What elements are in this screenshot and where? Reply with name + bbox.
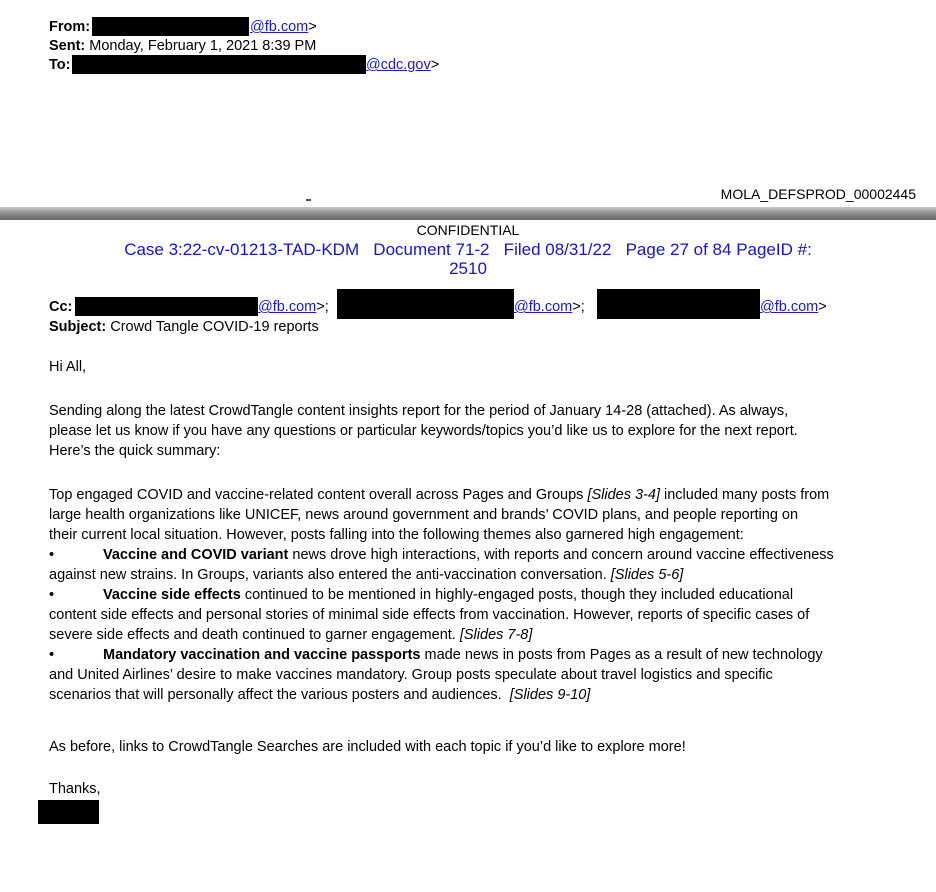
to-label: To: xyxy=(49,57,71,73)
confidential-label: CONFIDENTIAL xyxy=(416,222,520,238)
sent-label: Sent: xyxy=(49,38,86,54)
redaction-block xyxy=(75,297,258,316)
redaction-block xyxy=(92,17,249,36)
bullet-icon: • xyxy=(49,587,55,603)
to-line xyxy=(49,56,70,74)
bullet-icon: • xyxy=(49,647,55,663)
redaction-block xyxy=(72,55,366,74)
from-line xyxy=(49,18,90,36)
subject-label: Subject: xyxy=(49,319,107,335)
page-divider xyxy=(0,207,936,220)
cc-email-link-1[interactable]: @fb.com xyxy=(258,299,317,315)
case-header-line2: 2510 xyxy=(449,259,487,278)
sign-off: Thanks, xyxy=(49,781,101,797)
bullet-item-side-effects: • Vaccine side effects continued to be mentioned in highly-engaged posts, though they included educational content side effects and personal stories of minimal side effects from vaccination. However, reports of specific cases of severe side effects and death continued to garner engagement. [Slides 7-8] xyxy=(49,587,810,643)
subject-value: Crowd Tangle COVID-19 reports xyxy=(110,319,319,335)
bullet-item-mandatory: • Mandatory vaccination and vaccine passports made news in posts from Pages as a result of new technology and United Airlines’ desire to make vaccines mandatory. Group posts speculate about travel logistics and specific scenarios that will personally affect the various posters and audiences. [Slides 9-10] xyxy=(49,647,823,703)
body-paragraph-3: As before, links to CrowdTangle Searches are included with each topic if you’d like to explore more! xyxy=(49,739,686,755)
cc-email-link-3[interactable]: @fb.com xyxy=(760,299,819,315)
subject-line xyxy=(49,318,319,336)
body-paragraph-2: Top engaged COVID and vaccine-related content overall across Pages and Groups [Slides 3-4] included many posts from large health organizations like UNICEF, news around government and brands’ COVID plans, and people reporting on their current local situation. However, posts falling into the following themes also garnered high engagement: xyxy=(49,487,830,543)
case-header-line1: Case 3:22-cv-01213-TAD-KDM Document 71-2 Filed 08/31/22 Page 27 of 84 PageID #: xyxy=(124,240,812,259)
body-paragraph-1: Sending along the latest CrowdTangle content insights report for the period of January 14-28 (attached). As always, please let us know if you have any questions or particular keywords/topics you’d like us to explore for the next report. Here’s the quick summary: xyxy=(49,403,798,459)
cc-line xyxy=(49,298,72,316)
cc-email-link-2[interactable]: @fb.com xyxy=(514,299,573,315)
from-email-link[interactable]: @fb.com xyxy=(250,19,309,35)
greeting: Hi All, xyxy=(49,359,87,375)
bates-number: MOLA_DEFSPROD_00002445 xyxy=(720,186,916,202)
stray-mark xyxy=(306,199,311,201)
signature-redaction xyxy=(38,800,99,824)
redaction-block xyxy=(597,289,760,319)
cc-label: Cc: xyxy=(49,299,73,315)
sent-value: Monday, February 1, 2021 8:39 PM xyxy=(89,38,317,54)
to-email-link[interactable]: @cdc.gov xyxy=(366,57,431,73)
bullet-icon: • xyxy=(49,547,55,563)
redaction-block xyxy=(337,289,514,319)
sent-line xyxy=(49,37,316,55)
bullet-item-variant: • Vaccine and COVID variant news drove high interactions, with reports and concern around vaccine effectiveness against new strains. In Groups, variants also entered the anti-vaccination conversation. [Slides 5-6] xyxy=(49,547,834,583)
from-label: From: xyxy=(49,19,91,35)
